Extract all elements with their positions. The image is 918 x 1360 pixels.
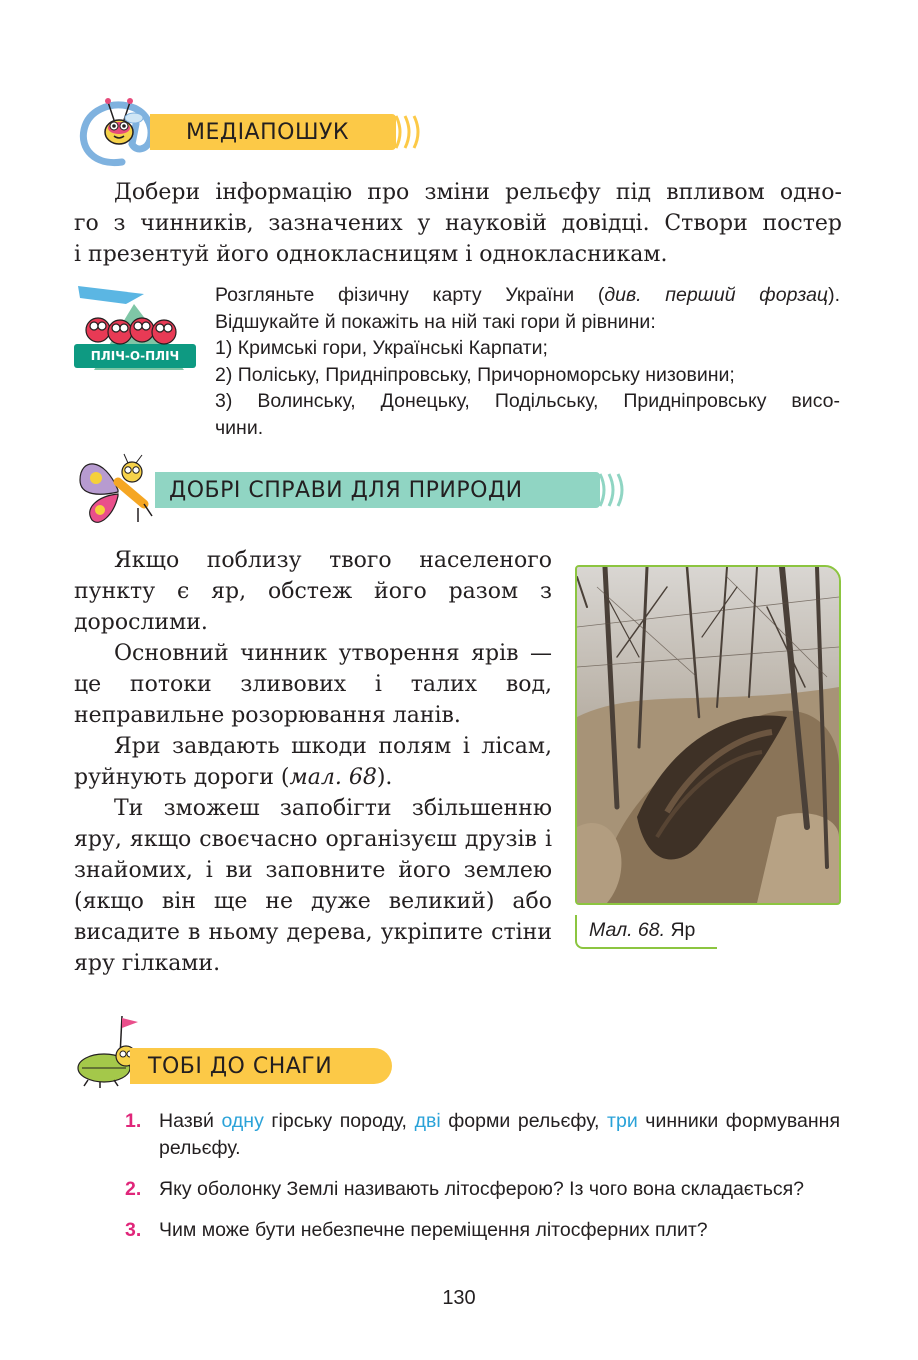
- nature-paragraph-2: Основний чинник утворення ярів — це потоки зливових і талих вод, неправильне розорювання ланів.: [74, 641, 552, 728]
- pair-intro: [215, 282, 840, 309]
- pair-item-3a: 3) Волинську, Донецьку, Подільську, Придніпровську висо-: [215, 390, 840, 412]
- question-text: форми рельєфу,: [440, 1110, 608, 1132]
- figure-reference: мал. 68: [289, 765, 377, 790]
- question-3: [125, 1217, 840, 1244]
- media-text: [74, 177, 842, 270]
- media-line-1: Добери інформацію про зміни рельєфу під впливом одно-: [114, 180, 842, 205]
- figure-68: [575, 565, 841, 905]
- pair-intro-line2: Відшукайте й покажіть на ній такі гори й рівнини:: [215, 310, 656, 333]
- snag-banner: [130, 1048, 392, 1084]
- media-banner: [150, 114, 426, 150]
- nature-paragraph-4: Ти зможеш запобігти збільшенню яру, якщо своєчасно організуєш друзів і знайомих, і ви заповните його землею (якщо він ще не дуже великий) або висадите в ньому дерева, укріпите стіни яру гілками.: [74, 796, 552, 976]
- pair-text: [215, 282, 840, 441]
- caption-text: [577, 915, 717, 945]
- question-list: [125, 1108, 840, 1244]
- pair-intro-ref: див. перший форзац: [604, 284, 829, 306]
- nature-banner: [155, 472, 630, 508]
- question-number: 3.: [125, 1219, 142, 1241]
- question-text: Яку оболонку Землі називають літосферою? Із чого вона складається?: [159, 1178, 805, 1200]
- pair-work-icon: [74, 282, 198, 374]
- caption-label: Мал. 68.: [589, 919, 666, 941]
- page-number: 130: [442, 1287, 476, 1309]
- pair-intro-text: Розгляньте фізичну карту України (: [215, 284, 605, 306]
- questions: [125, 1108, 840, 1258]
- nature-text: [74, 545, 552, 979]
- nature-paragraph-1: Якщо поблизу твого населеного пункту є яр, обстеж його разом з дорослими.: [74, 548, 552, 635]
- media-line-2: го з чинників, зазначених у науковій довідці. Створи постер: [74, 211, 842, 236]
- snag-title: ТОБІ ДО СНАГИ: [148, 1054, 333, 1079]
- media-title: МЕДІАПОШУК: [186, 120, 350, 145]
- highlight-three: три: [607, 1110, 638, 1132]
- nature-p3-text: Яри завдають шкоди полям і лісам, руйнують дороги (: [74, 734, 552, 790]
- pair-item-1: 1) Кримські гори, Українські Карпати;: [215, 337, 548, 359]
- highlight-two: дві: [414, 1110, 441, 1132]
- question-text: Назви́: [159, 1110, 222, 1132]
- figure-caption: [575, 915, 717, 949]
- question-text: гірську породу,: [263, 1110, 415, 1132]
- question-text: чинники формування рельєфу.: [159, 1110, 841, 1159]
- pair-badge: ПЛІЧ-О-ПЛІЧ: [90, 349, 180, 363]
- pair-item-3b: чини.: [215, 416, 264, 439]
- question-number: 2.: [125, 1178, 142, 1200]
- nature-p3-end: ).: [376, 765, 393, 790]
- caption-title: Яр: [670, 919, 696, 941]
- ravine-photo: [577, 567, 839, 903]
- nature-paragraph-3: [74, 731, 552, 793]
- question-2: [125, 1176, 840, 1203]
- question-1: [125, 1108, 840, 1162]
- photo-frame: [575, 565, 841, 905]
- banner-stripes: [586, 472, 630, 508]
- highlight-one: одну: [221, 1110, 264, 1132]
- question-text: Чим може бути небезпечне переміщення літосферних плит?: [159, 1219, 708, 1241]
- banner-stripes: [382, 114, 426, 150]
- question-number: 1.: [125, 1110, 142, 1132]
- nature-title: ДОБРІ СПРАВИ ДЛЯ ПРИРОДИ: [169, 478, 523, 503]
- media-line-3: і презентуй його однокласницям і однокласникам.: [74, 242, 668, 267]
- pair-intro-end: ).: [828, 284, 840, 306]
- nature-icon: [74, 452, 164, 528]
- pair-item-2: 2) Поліську, Придніпровську, Причорноморську низовини;: [215, 363, 735, 386]
